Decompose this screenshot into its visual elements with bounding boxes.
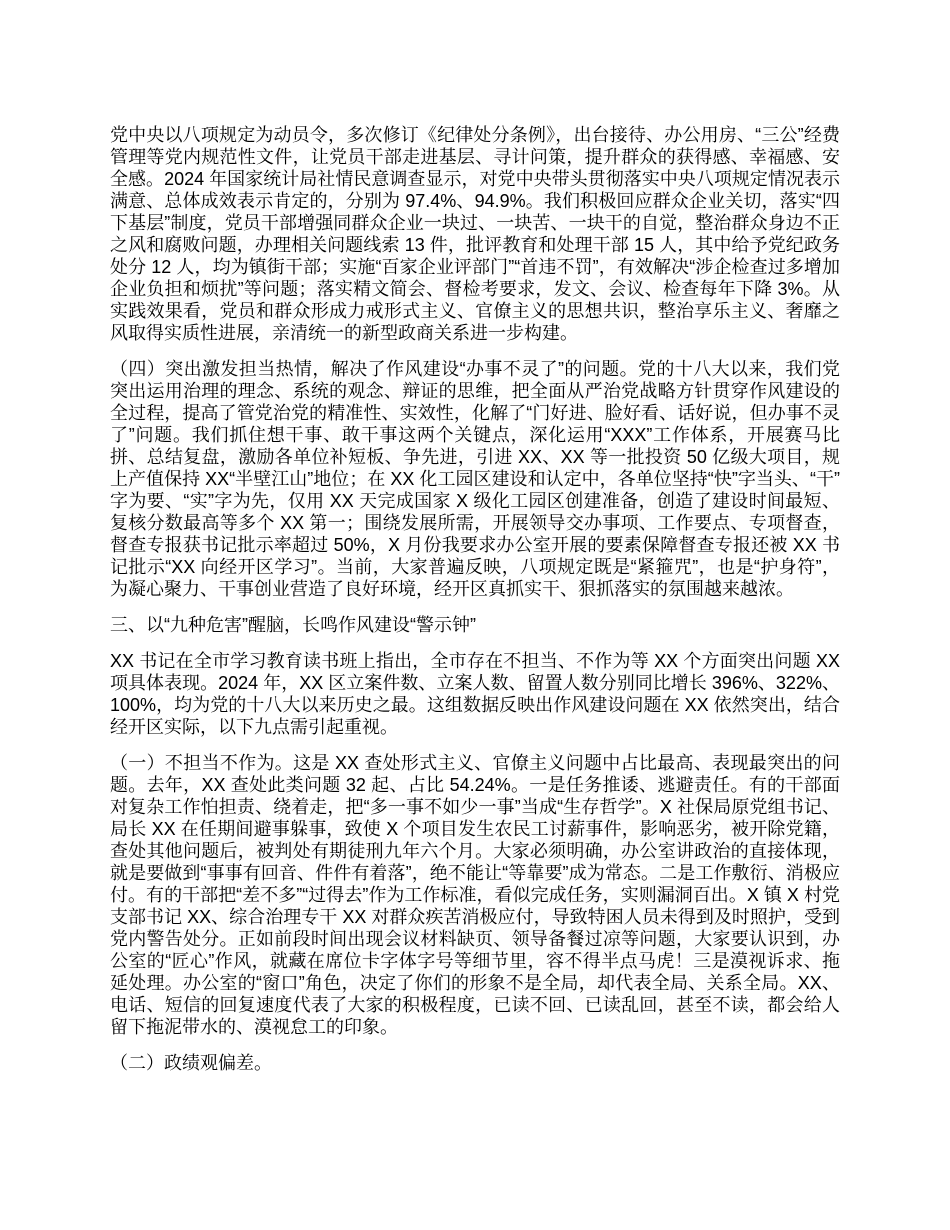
section-heading-three: 三、以“九种危害”醒脑，长鸣作风建设“警示钟” bbox=[110, 615, 476, 635]
paragraph-point-2-achievement-view: （二）政绩观偏差。 bbox=[110, 1053, 272, 1073]
paragraph-point-4-responsibility: （四）突出激发担当热情，解决了作风建设“办事不灵了”的问题。党的十八大以来，我们党突出运用治理的理念、系统的观念、辩证的思维，把全面从严治党战略方针贯穿作风建设的全过程，提高了管党治党的精准性、实效性，化解了“门好进、脸好看、话好说，但办事不灵了”问题。我们抓住想干事、敢干事这两个关键点，深化运用“XXX”工作体系，开展赛马比拼、总结复盘，激励各单位补短板、争先进，引进 XX、XX 等一批投资 50 亿级大项目，规上产值保持 XX“半壁江山”地位；在 XX 化工园区建设和认定中，各单位坚持“快”字当头、“干”字为要、“实”字为先，仅用 XX 天完成国家 X 级化工园区创建准备，创造了建设时间最短、复核分数最高等多个 XX 第一；围绕发展所需，开展领导交办事项、工作要点、专项督查，督查专报获书记批示率超过 50%，X 月份我要求办公室开展的要素保障督查专报还被 XX 书记批示“XX 向经开区学习”。当前，大家普遍反映，八项规定既是“紧箍咒”，也是“护身符”，为凝心聚力、干事创业营造了良好环境，经开区真抓实干、狠抓落实的氛围越来越浓。 bbox=[110, 359, 840, 599]
paragraph-point-1-inaction: （一）不担当不作为。这是 XX 查处形式主义、官僚主义问题中占比最高、表现最突出的问题。去年，XX 查处此类问题 32 起、占比 54.24%。一是任务推诿、逃避责任。有的干部面对复杂工作怕担责、绕着走，把“多一事不如少一事”当成“生存哲学”。X 社保局原党组书记、局长 XX 在任期间避事躲事，致使 X 个项目发生农民工讨薪事件，影响恶劣，被开除党籍，查处其他问题后，被判处有期徒刑九年六个月。大家必须明确，办公室讲政治的直接体现，就是要做到“事事有回音、件件有着落”，绝不能让“等靠要”成为常态。二是工作敷衍、消极应付。有的干部把“差不多”“过得去”作为工作标准，看似完成任务，实则漏洞百出。X 镇 X 村党支部书记 XX、综合治理专干 XX 对群众疾苦消极应付，导致特困人员未得到及时照护，受到党内警告处分。正如前段时间出现会议材料缺页、领导备餐过凉等问题，大家要认识到，办公室的“匠心”作风，就藏在席位卡字体字号等细节里，容不得半点马虎！三是漠视诉求、拖延处理。办公室的“窗口”角色，决定了你们的形象不是全局，却代表全局、关系全局。XX、电话、短信的回复速度代表了大家的积极程度，已读不回、已读乱回，甚至不读，都会给人留下拖泥带水的、漠视怠工的印象。 bbox=[110, 753, 840, 1037]
paragraph-eight-rules-results: 党中央以八项规定为动员令，多次修订《纪律处分条例》，出台接待、办公用房、“三公”经费管理等党内规范性文件，让党员干部走进基层、寻计问策，提升群众的获得感、幸福感、安全感。2024 年国家统计局社情民意调查显示，对党中央带头贯彻落实中央八项规定情况表示满意、总体成效表示肯定的，分别为 97.4%、94.9%。我们积极回应群众企业关切，落实“四下基层”制度，党员干部增强同群众企业一块过、一块苦、一块干的自觉，整治群众身边不正之风和腐败问题，办理相关问题线索 13 件，批评教育和处理干部 15 人，其中给予党纪政务处分 12 人，均为镇街干部；实施“百家企业评部门”“首违不罚”，有效解决“涉企检查过多增加企业负担和烦扰”等问题；落实精文简会、督检考要求，发文、会议、检查每年下降 3%。从实践效果看，党员和群众形成力戒形式主义、官僚主义的思想共识，整治享乐主义、奢靡之风取得实质性进展，亲清统一的新型政商关系进一步构建。 bbox=[110, 125, 840, 343]
paragraph-nine-dangers-intro: XX 书记在全市学习教育读书班上指出，全市存在不担当、不作为等 XX 个方面突出问题 XX 项具体表现。2024 年，XX 区立案件数、立案人数、留置人数分别同比增长 396%、322%、100%，均为党的十八大以来历史之最。这组数据反映出作风建设问题在 XX 依然突出，结合经开区实际，以下九点需引起重视。 bbox=[110, 651, 840, 737]
